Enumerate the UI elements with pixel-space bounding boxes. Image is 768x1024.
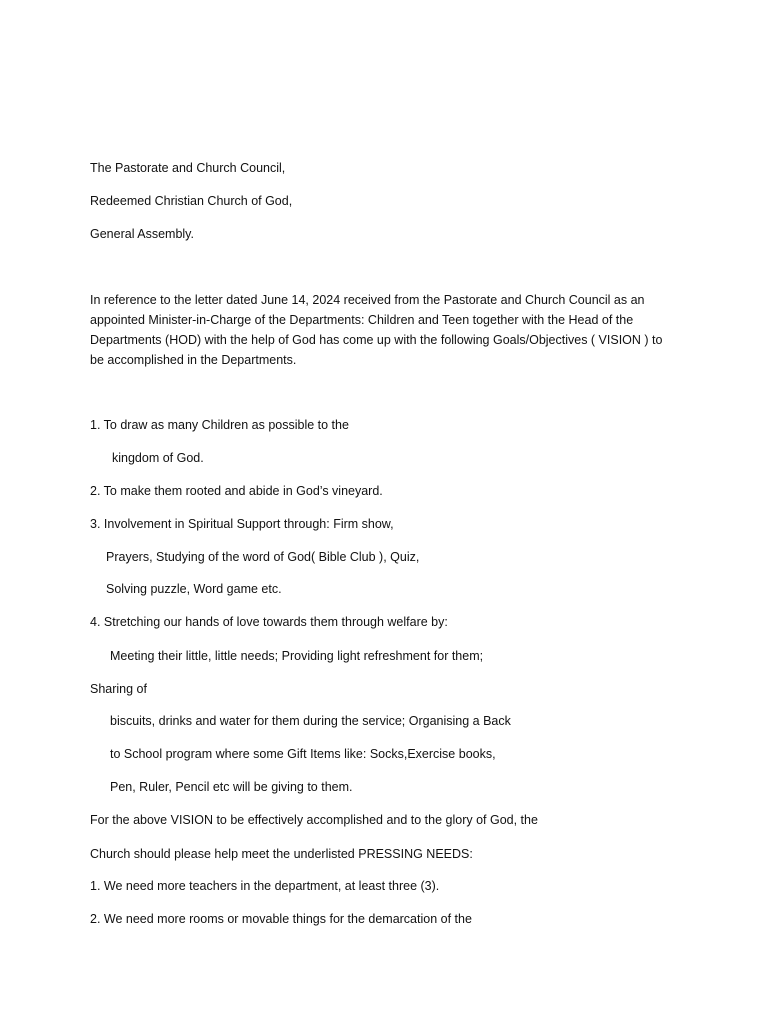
intro-paragraph bbox=[90, 290, 690, 370]
intro-line: appointed Minister-in-Charge of the Departments: Children and Teen together with the Head of the bbox=[90, 313, 634, 327]
need-2: 2. We need more rooms or movable things for the demarcation of the bbox=[90, 912, 472, 926]
goal-3: 3. Involvement in Spiritual Support through: Firm show, bbox=[90, 517, 394, 531]
intro-line: In reference to the letter dated June 14, 2024 received from the Pastorate and Church Council as an bbox=[90, 293, 645, 307]
address-line-assembly: General Assembly. bbox=[90, 227, 194, 241]
intro-line: Departments (HOD) with the help of God has come up with the following Goals/Objectives ( VISION ) to bbox=[90, 333, 663, 347]
closing-line: For the above VISION to be effectively accomplished and to the glory of God, the bbox=[90, 813, 538, 827]
address-line-church: Redeemed Christian Church of God, bbox=[90, 194, 293, 208]
goal-1: 1. To draw as many Children as possible to the bbox=[90, 418, 349, 432]
address-line-council: The Pastorate and Church Council, bbox=[90, 161, 286, 175]
goal-3-continued: Prayers, Studying of the word of God( Bible Club ), Quiz, bbox=[106, 550, 420, 564]
goal-1-continued: kingdom of God. bbox=[112, 451, 204, 465]
goal-4-continued: Pen, Ruler, Pencil etc will be giving to them. bbox=[110, 780, 353, 794]
goal-4: 4. Stretching our hands of love towards them through welfare by: bbox=[90, 615, 448, 629]
need-1: 1. We need more teachers in the department, at least three (3). bbox=[90, 879, 440, 893]
goal-4-continued: Meeting their little, little needs; Providing light refreshment for them; bbox=[110, 649, 484, 663]
closing-line: Church should please help meet the underlisted PRESSING NEEDS: bbox=[90, 847, 473, 861]
goal-2: 2. To make them rooted and abide in God’s vineyard. bbox=[90, 484, 383, 498]
goal-4-continued: Sharing of bbox=[90, 682, 147, 696]
goal-4-continued: biscuits, drinks and water for them during the service; Organising a Back bbox=[110, 714, 511, 728]
goal-4-continued: to School program where some Gift Items like: Socks,Exercise books, bbox=[110, 747, 496, 761]
intro-line: be accomplished in the Departments. bbox=[90, 353, 297, 367]
goal-3-continued: Solving puzzle, Word game etc. bbox=[106, 582, 282, 596]
